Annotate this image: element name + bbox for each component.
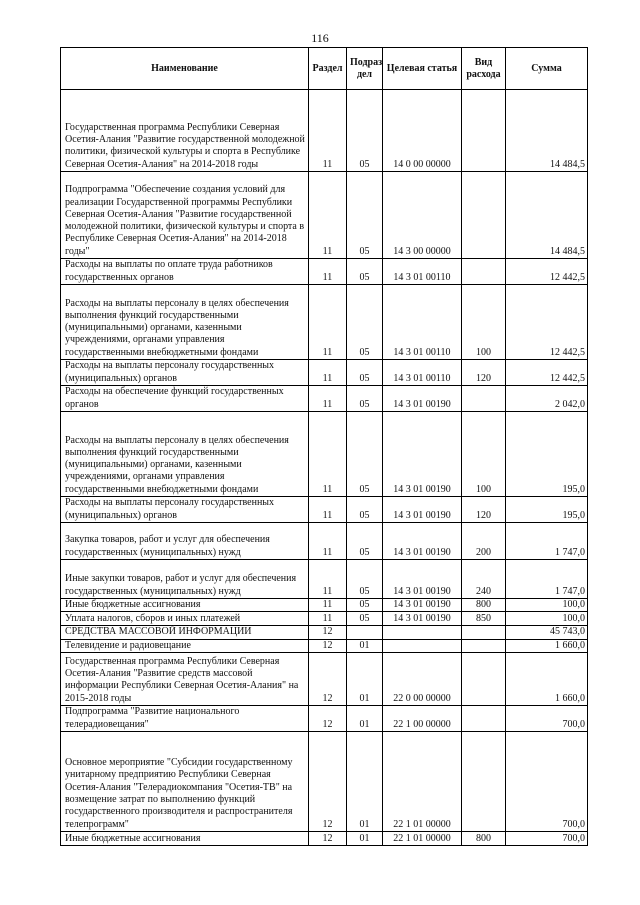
type-cell: [462, 90, 506, 172]
sum-cell: 700,0: [506, 731, 588, 831]
target-cell: 14 3 01 00110: [383, 285, 462, 360]
type-cell: [462, 626, 506, 639]
type-cell: [462, 639, 506, 652]
table-row: [61, 626, 588, 639]
subsection-cell: 05: [347, 612, 383, 626]
type-cell: 240: [462, 560, 506, 599]
name-cell: Подпрограмма "Развитие национального телерадиовещания": [61, 705, 309, 731]
subsection-cell: 05: [347, 497, 383, 523]
section-cell: 11: [309, 599, 347, 612]
sum-cell: 45 743,0: [506, 626, 588, 639]
sum-cell: 195,0: [506, 497, 588, 523]
target-cell: 14 0 00 00000: [383, 90, 462, 172]
name-cell: Государственная программа Республики Северная Осетия-Алания "Развитие государственной молодежной политики, физической культуры и спорта в Республике Северная Осетия-Алания" на 2014-2018 годы: [61, 90, 309, 172]
target-cell: [383, 639, 462, 652]
type-cell: 120: [462, 360, 506, 386]
target-cell: 14 3 01 00190: [383, 497, 462, 523]
subsection-cell: 05: [347, 90, 383, 172]
page-number: 116: [311, 31, 329, 45]
target-cell: 14 3 01 00190: [383, 386, 462, 412]
sum-cell: 100,0: [506, 612, 588, 626]
section-cell: 11: [309, 612, 347, 626]
name-cell: Иные закупки товаров, работ и услуг для обеспечения государственных (муниципальных) нужд: [61, 560, 309, 599]
subsection-cell: 01: [347, 639, 383, 652]
target-cell: 22 0 00 00000: [383, 652, 462, 705]
table-row: [61, 831, 588, 845]
section-cell: 11: [309, 523, 347, 560]
target-cell: 22 1 01 00000: [383, 831, 462, 845]
table-row: [61, 360, 588, 386]
table-row: [61, 560, 588, 599]
name-cell: Иные бюджетные ассигнования: [61, 599, 309, 612]
name-cell: Расходы на выплаты по оплате труда работников государственных органов: [61, 259, 309, 285]
table-row: [61, 285, 588, 360]
type-cell: 200: [462, 523, 506, 560]
section-cell: 11: [309, 386, 347, 412]
type-cell: 800: [462, 831, 506, 845]
section-cell: 11: [309, 412, 347, 497]
section-cell: 11: [309, 90, 347, 172]
type-cell: 800: [462, 599, 506, 612]
type-cell: [462, 386, 506, 412]
sum-cell: 1 660,0: [506, 652, 588, 705]
sum-cell: 1 747,0: [506, 560, 588, 599]
table-row: [61, 172, 588, 259]
sum-cell: 12 442,5: [506, 285, 588, 360]
subsection-cell: 05: [347, 172, 383, 259]
type-cell: [462, 259, 506, 285]
section-cell: 12: [309, 705, 347, 731]
table-header-row: [61, 48, 588, 90]
type-cell: 850: [462, 612, 506, 626]
section-cell: 11: [309, 172, 347, 259]
target-cell: [383, 626, 462, 639]
subsection-cell: 05: [347, 560, 383, 599]
target-cell: 14 3 00 00000: [383, 172, 462, 259]
name-cell: СРЕДСТВА МАССОВОЙ ИНФОРМАЦИИ: [61, 626, 309, 639]
table-row: [61, 497, 588, 523]
table-row: [61, 612, 588, 626]
table-row: [61, 731, 588, 831]
sum-cell: 1 747,0: [506, 523, 588, 560]
type-cell: 120: [462, 497, 506, 523]
table-row: [61, 652, 588, 705]
header-sum: Сумма: [506, 48, 588, 90]
name-cell: Закупка товаров, работ и услуг для обеспечения государственных (муниципальных) нужд: [61, 523, 309, 560]
section-cell: 12: [309, 626, 347, 639]
table-row: [61, 412, 588, 497]
type-cell: [462, 705, 506, 731]
name-cell: Расходы на выплаты персоналу государственных (муниципальных) органов: [61, 497, 309, 523]
name-cell: Телевидение и радиовещание: [61, 639, 309, 652]
header-type: Вид расхода: [462, 48, 506, 90]
sum-cell: 1 660,0: [506, 639, 588, 652]
subsection-cell: 05: [347, 360, 383, 386]
section-cell: 11: [309, 360, 347, 386]
subsection-cell: 05: [347, 412, 383, 497]
section-cell: 11: [309, 259, 347, 285]
target-cell: 14 3 01 00190: [383, 523, 462, 560]
section-cell: 12: [309, 639, 347, 652]
target-cell: 22 1 00 00000: [383, 705, 462, 731]
target-cell: 14 3 01 00110: [383, 259, 462, 285]
section-cell: 11: [309, 285, 347, 360]
budget-table: [60, 47, 588, 846]
name-cell: Расходы на выплаты персоналу государственных (муниципальных) органов: [61, 360, 309, 386]
subsection-cell: 01: [347, 831, 383, 845]
type-cell: [462, 731, 506, 831]
name-cell: Государственная программа Республики Северная Осетия-Алания "Развитие средств массовой информации Республики Северная Осетия-Алания" на 2015-2018 годы: [61, 652, 309, 705]
target-cell: 22 1 01 00000: [383, 731, 462, 831]
table-row: [61, 90, 588, 172]
type-cell: [462, 172, 506, 259]
subsection-cell: 05: [347, 599, 383, 612]
name-cell: Иные бюджетные ассигнования: [61, 831, 309, 845]
section-cell: 12: [309, 831, 347, 845]
target-cell: 14 3 01 00190: [383, 612, 462, 626]
sum-cell: 12 442,5: [506, 259, 588, 285]
type-cell: [462, 652, 506, 705]
header-name: Наименование: [61, 48, 309, 90]
sum-cell: 195,0: [506, 412, 588, 497]
subsection-cell: 01: [347, 705, 383, 731]
name-cell: Расходы на выплаты персоналу в целях обеспечения выполнения функций государственными (муниципальными) органами, казенными учреждениями, органами управления государственными внебюджетными фондами: [61, 412, 309, 497]
sum-cell: 12 442,5: [506, 360, 588, 386]
table-row: [61, 259, 588, 285]
target-cell: 14 3 01 00110: [383, 360, 462, 386]
sum-cell: 2 042,0: [506, 386, 588, 412]
table-row: [61, 639, 588, 652]
subsection-cell: 05: [347, 386, 383, 412]
section-cell: 12: [309, 652, 347, 705]
table-row: [61, 523, 588, 560]
target-cell: 14 3 01 00190: [383, 560, 462, 599]
target-cell: 14 3 01 00190: [383, 599, 462, 612]
table-row: [61, 705, 588, 731]
section-cell: 11: [309, 560, 347, 599]
header-subsection: Подраз дел: [347, 48, 383, 90]
target-cell: 14 3 01 00190: [383, 412, 462, 497]
type-cell: 100: [462, 285, 506, 360]
table-row: [61, 386, 588, 412]
sum-cell: 100,0: [506, 599, 588, 612]
subsection-cell: 01: [347, 652, 383, 705]
table-row: [61, 599, 588, 612]
sum-cell: 14 484,5: [506, 90, 588, 172]
name-cell: Уплата налогов, сборов и иных платежей: [61, 612, 309, 626]
subsection-cell: 05: [347, 523, 383, 560]
type-cell: 100: [462, 412, 506, 497]
subsection-cell: [347, 626, 383, 639]
sum-cell: 700,0: [506, 831, 588, 845]
sum-cell: 700,0: [506, 705, 588, 731]
name-cell: Основное мероприятие "Субсидии государственному унитарному предприятию Республики Северная Осетия-Алания "Телерадиокомпания "Осетия-ТВ" на возмещение затрат по выполнению функций государственного производителя и распространителя телепрограмм": [61, 731, 309, 831]
section-cell: 12: [309, 731, 347, 831]
section-cell: 11: [309, 497, 347, 523]
header-section: Раздел: [309, 48, 347, 90]
name-cell: Расходы на обеспечение функций государственных органов: [61, 386, 309, 412]
subsection-cell: 05: [347, 285, 383, 360]
sum-cell: 14 484,5: [506, 172, 588, 259]
header-target: Целевая статья: [383, 48, 462, 90]
subsection-cell: 05: [347, 259, 383, 285]
subsection-cell: 01: [347, 731, 383, 831]
name-cell: Подпрограмма "Обеспечение создания условий для реализации Государственной программы Республики Северная Осетия-Алания "Развитие государственной молодежной политики, физической культуры и спорта в Республике Северная Осетия-Алания" на 2014-2018 годы": [61, 172, 309, 259]
name-cell: Расходы на выплаты персоналу в целях обеспечения выполнения функций государственными (муниципальными) органами, казенными учреждениями, органами управления государственными внебюджетными фондами: [61, 285, 309, 360]
